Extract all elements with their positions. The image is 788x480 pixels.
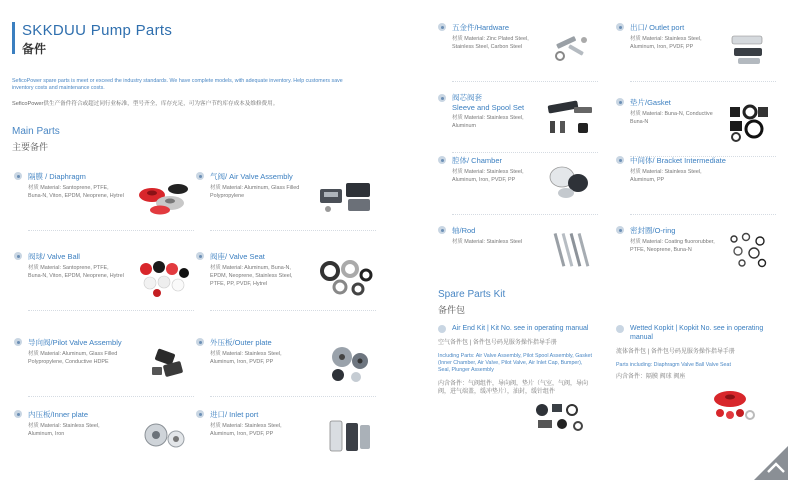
part-sleeve-spool-set xyxy=(438,93,598,153)
kit-title-zh: 流体备件包 | 备件包号码见服务操作指导手册 xyxy=(616,349,735,355)
part-name: 腔体/ Chamber xyxy=(452,156,503,165)
wetted-kit-image xyxy=(706,385,760,425)
valve-ball-image xyxy=(134,257,192,297)
part-outlet-port xyxy=(616,22,776,82)
part-air-valve-assembly xyxy=(196,171,376,231)
part-name: 五金件/Hardware xyxy=(452,23,510,32)
inlet-port-image xyxy=(316,415,374,455)
part-material: 材质 Material: Buna-N, Conductive Buna-N xyxy=(630,111,713,125)
part-material: 材质 Material: Stainless Steel xyxy=(452,239,523,245)
intro-text-zh: SeficoPower供生产备件符合或超过同行业标准，型号齐全，库存充足，可为客户节约库存成本及维修费用。 xyxy=(12,101,279,107)
bullet-icon xyxy=(616,23,624,31)
air-valve-image xyxy=(316,177,374,217)
part-name: 阀球/ Valve Ball xyxy=(28,252,80,261)
part-inlet-port xyxy=(196,409,376,469)
part-bracket-intermediate xyxy=(616,155,776,215)
bullet-icon xyxy=(616,156,624,164)
divider xyxy=(210,230,376,231)
part-material: 材质 Material: Stainless Steel, Aluminum, PP xyxy=(630,169,702,183)
part-diaphragm xyxy=(14,171,194,231)
part-material: 材质 Material: Santoprene, PTFE, Buna-N, Viton, EPDM, Neoprene, Hytrel xyxy=(28,185,124,199)
pilot-valve-image xyxy=(134,343,192,383)
part-name: 阀座/ Valve Seat xyxy=(210,252,265,261)
part-gasket xyxy=(616,97,776,157)
divider xyxy=(452,152,598,153)
part-name: 中间体/ Bracket Intermediate xyxy=(630,156,726,165)
intro-text: SeficoPower spare parts is meet or exceed the industry standards. We have complete models, with adequate inventory. Help customers save inventory costs and maintenance costs. xyxy=(12,78,343,91)
kit-includes-zh: 内含备件：隔膜 阀球 阀座 xyxy=(616,374,686,380)
part-name: 外压板/Outer plate xyxy=(210,338,272,347)
o-ring-image xyxy=(716,231,774,271)
bullet-icon xyxy=(14,252,22,260)
scroll-top-button[interactable] xyxy=(754,446,788,480)
bullet-icon xyxy=(196,252,204,260)
divider xyxy=(28,396,194,397)
divider xyxy=(210,310,376,311)
spare-kit-heading-zh: 备件包 xyxy=(438,305,466,315)
bullet-icon xyxy=(616,98,624,106)
part-name: 密封圈/O-ring xyxy=(630,226,676,235)
part-hardware xyxy=(438,22,598,82)
part-valve-ball xyxy=(14,251,194,311)
part-outer-plate xyxy=(196,337,376,397)
kit-includes-zh: 内含备件：气阀组件，导向阀，垫片（气室，气阀，导向阀，进气端盖，缓冲垫片），油封，缓针组件 xyxy=(438,381,589,395)
kit-title-zh: 空气备件包 | 备件包号码见服务操作指导手册 xyxy=(438,340,557,346)
bullet-icon xyxy=(14,338,22,346)
bullet-icon xyxy=(196,338,204,346)
part-name: 导向阀/Pilot Valve Assembly xyxy=(28,338,122,347)
bullet-icon xyxy=(14,172,22,180)
divider xyxy=(630,214,776,215)
valve-seat-image xyxy=(316,257,374,297)
bullet-icon xyxy=(438,156,446,164)
part-material: 材质 Material: Santoprene, PTFE, Buna-N, Viton, EPDM, Neoprene, Hytrel xyxy=(28,265,124,279)
diaphragm-image xyxy=(134,177,192,217)
part-material: 材质 Material: Stainless Steel, Aluminum, Iron, PVDF, PP xyxy=(210,423,282,437)
bullet-icon xyxy=(616,325,624,333)
inner-plate-image xyxy=(134,415,192,455)
chamber-image xyxy=(538,161,596,201)
bullet-icon xyxy=(438,325,446,333)
kit-title: Air End Kit | Kit No. see in operating manual xyxy=(452,325,589,332)
part-chamber xyxy=(438,155,598,215)
part-name: 垫片/Gasket xyxy=(630,98,671,107)
right-page xyxy=(394,0,788,480)
divider xyxy=(630,81,776,82)
divider xyxy=(452,214,598,215)
gasket-image xyxy=(716,103,774,143)
kit-includes: Parts including: Diaphragm Valve Ball Valve Seat xyxy=(616,362,731,368)
bullet-icon xyxy=(196,172,204,180)
spare-kit-heading: Spare Parts Kit xyxy=(438,289,506,300)
outlet-port-image xyxy=(716,28,774,68)
kit-title: Wetted Kopkit | Kopkit No. see in operating manual xyxy=(630,325,764,341)
part-valve-seat xyxy=(196,251,376,311)
part-material: 材质 Material: Aluminum, Glass Filled Polypropylene, Conductive HDPE xyxy=(28,351,118,365)
bullet-icon xyxy=(616,226,624,234)
divider xyxy=(210,396,376,397)
part-name: 轴/Rod xyxy=(452,226,476,235)
divider xyxy=(28,310,194,311)
part-material: 材质 Material: Coating fluororubber, PTFE, Neoprene, Buna-N xyxy=(630,239,715,253)
part-name: 内压板/Inner plate xyxy=(28,410,89,419)
part-material: 材质 Material: Aluminum, Glass Filled Polypropylene xyxy=(210,185,300,199)
bullet-icon xyxy=(196,410,204,418)
part-name: 出口/ Outlet port xyxy=(630,23,685,32)
part-rod xyxy=(438,225,598,285)
part-material: 材质 Material: Aluminum, Buna-N, EPDM, Neoprene, Stainless Steel, PTFE, PP, PVDF, Hytrel xyxy=(210,265,293,287)
part-material: 材质 Material: Zinc Plated Steel, Stainless Steel, Carbon Steel xyxy=(452,36,529,50)
outer-plate-image xyxy=(316,343,374,383)
main-parts-heading-zh: 主要备件 xyxy=(12,142,49,152)
main-parts-heading: Main Parts xyxy=(12,126,60,137)
part-material: 材质 Material: Stainless Steel, Aluminum, Iron, PVDF, PP xyxy=(210,351,282,365)
part-name: 隔膜 / Diaphragm xyxy=(28,172,86,181)
part-name: 气阀/ Air Valve Assembly xyxy=(210,172,293,181)
rod-image xyxy=(538,231,596,271)
wetted-kit xyxy=(616,324,768,425)
part-material: 材质 Material: Stainless Steel, Aluminum xyxy=(452,115,524,129)
bullet-icon xyxy=(14,410,22,418)
kit-includes: Including Parts: Air Valve Assembly, Pilot Spool Assembly, Gasket (Inner Chamber, Air Valve, Pilot Valve, Air Inlet Cap, Bumper), Seal, Plunger Assembly xyxy=(438,353,592,373)
page-title-zh: 备件 xyxy=(22,42,47,56)
part-pilot-valve-assembly xyxy=(14,337,194,397)
spool-set-image xyxy=(538,99,596,139)
divider xyxy=(452,81,598,82)
divider xyxy=(28,230,194,231)
title-accent-bar xyxy=(12,22,15,54)
bullet-icon xyxy=(438,226,446,234)
part-name: 进口/ Inlet port xyxy=(210,410,259,419)
page-title: SKKDUU Pump Parts xyxy=(22,22,173,39)
part-inner-plate xyxy=(14,409,194,469)
air-kit-image xyxy=(528,398,588,434)
bullet-icon xyxy=(438,23,446,31)
bullet-icon xyxy=(438,94,446,102)
part-material: 材质 Material: Stainless Steel, Aluminum, Iron, PVDF, PP xyxy=(630,36,702,50)
part-material: 材质 Material: Stainless Steel, Aluminum, Iron, PVDF, PP xyxy=(452,169,524,183)
air-end-kit xyxy=(438,324,592,434)
hardware-image xyxy=(538,28,596,68)
part-name: 阀芯阀套 Sleeve and Spool Set xyxy=(452,93,525,112)
part-material: 材质 Material: Stainless Steel, Aluminum, Iron xyxy=(28,423,100,437)
part-o-ring xyxy=(616,225,776,285)
